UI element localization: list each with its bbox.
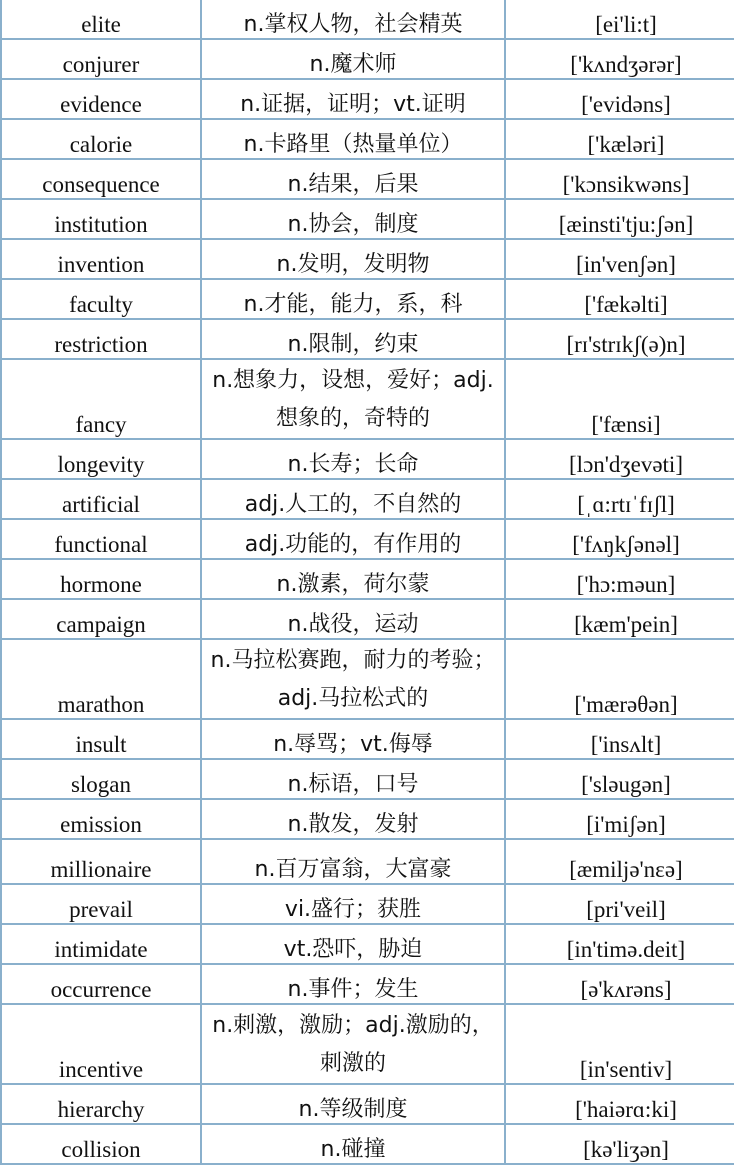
table-row bbox=[1, 884, 734, 924]
word-cell: incentive bbox=[1, 1004, 201, 1084]
word-cell: functional bbox=[1, 519, 201, 559]
definition-cell: n.想象力，设想，爱好；adj.想象的，奇特的 bbox=[201, 359, 505, 439]
table-row bbox=[1, 799, 734, 839]
phonetic-cell: ['fænsi] bbox=[505, 359, 734, 439]
table-row bbox=[1, 159, 734, 199]
definition-cell: n.散发，发射 bbox=[201, 799, 505, 839]
word-cell: invention bbox=[1, 239, 201, 279]
definition-cell: vi.盛行；获胜 bbox=[201, 884, 505, 924]
definition-cell: n.限制，约束 bbox=[201, 319, 505, 359]
phonetic-cell: ['kɔnsikwəns] bbox=[505, 159, 734, 199]
word-cell: conjurer bbox=[1, 39, 201, 79]
table-row bbox=[1, 639, 734, 719]
phonetic-cell: [lɔn'dʒevəti] bbox=[505, 439, 734, 479]
definition-cell: n.卡路里（热量单位） bbox=[201, 119, 505, 159]
word-cell: elite bbox=[1, 0, 201, 39]
definition-cell: n.刺激，激励；adj.激励的，刺激的 bbox=[201, 1004, 505, 1084]
phonetic-cell: [in'venʃən] bbox=[505, 239, 734, 279]
word-cell: faculty bbox=[1, 279, 201, 319]
word-cell: consequence bbox=[1, 159, 201, 199]
phonetic-cell: ['kæləri] bbox=[505, 119, 734, 159]
word-cell: campaign bbox=[1, 599, 201, 639]
phonetic-cell: [in'timə.deit] bbox=[505, 924, 734, 964]
phonetic-cell: ['fækəlti] bbox=[505, 279, 734, 319]
word-cell: hormone bbox=[1, 559, 201, 599]
definition-cell: n.辱骂；vt.侮辱 bbox=[201, 719, 505, 759]
table-row bbox=[1, 39, 734, 79]
phonetic-cell: [in'sentiv] bbox=[505, 1004, 734, 1084]
word-cell: hierarchy bbox=[1, 1084, 201, 1124]
word-cell: occurrence bbox=[1, 964, 201, 1004]
phonetic-cell: ['insʌlt] bbox=[505, 719, 734, 759]
definition-cell: n.百万富翁，大富豪 bbox=[201, 839, 505, 884]
word-cell: prevail bbox=[1, 884, 201, 924]
table-row bbox=[1, 239, 734, 279]
definition-cell: n.标语，口号 bbox=[201, 759, 505, 799]
phonetic-cell: [rɪ'strɪkʃ(ə)n] bbox=[505, 319, 734, 359]
definition-cell: n.才能，能力，系，科 bbox=[201, 279, 505, 319]
word-cell: emission bbox=[1, 799, 201, 839]
definition-cell: n.战役，运动 bbox=[201, 599, 505, 639]
definition-cell: adj.人工的，不自然的 bbox=[201, 479, 505, 519]
word-cell: intimidate bbox=[1, 924, 201, 964]
definition-cell: n.等级制度 bbox=[201, 1084, 505, 1124]
phonetic-cell: [i'miʃən] bbox=[505, 799, 734, 839]
definition-cell: n.长寿；长命 bbox=[201, 439, 505, 479]
table-row bbox=[1, 559, 734, 599]
table-row bbox=[1, 964, 734, 1004]
table-row bbox=[1, 199, 734, 239]
table-row bbox=[1, 479, 734, 519]
definition-cell: n.马拉松赛跑，耐力的考验；adj.马拉松式的 bbox=[201, 639, 505, 719]
word-cell: calorie bbox=[1, 119, 201, 159]
word-cell: marathon bbox=[1, 639, 201, 719]
word-cell: slogan bbox=[1, 759, 201, 799]
word-cell: institution bbox=[1, 199, 201, 239]
table-row bbox=[1, 599, 734, 639]
definition-cell: adj.功能的，有作用的 bbox=[201, 519, 505, 559]
definition-cell: vt.恐吓，胁迫 bbox=[201, 924, 505, 964]
phonetic-cell: [ə'kʌrəns] bbox=[505, 964, 734, 1004]
word-cell: collision bbox=[1, 1124, 201, 1164]
phonetic-cell: [kə'liʒən] bbox=[505, 1124, 734, 1164]
phonetic-cell: ['kʌndʒərər] bbox=[505, 39, 734, 79]
phonetic-cell: [æmiljə'nɛə] bbox=[505, 839, 734, 884]
table-row bbox=[1, 719, 734, 759]
definition-cell: n.发明，发明物 bbox=[201, 239, 505, 279]
definition-cell: n.激素，荷尔蒙 bbox=[201, 559, 505, 599]
table-row bbox=[1, 359, 734, 439]
phonetic-cell: [pri'veil] bbox=[505, 884, 734, 924]
table-row bbox=[1, 839, 734, 884]
phonetic-cell: [ei'li:t] bbox=[505, 0, 734, 39]
table-row bbox=[1, 79, 734, 119]
phonetic-cell: ['sləugən] bbox=[505, 759, 734, 799]
definition-cell: n.证据，证明；vt.证明 bbox=[201, 79, 505, 119]
definition-cell: n.碰撞 bbox=[201, 1124, 505, 1164]
phonetic-cell: ['haiərɑ:ki] bbox=[505, 1084, 734, 1124]
definition-cell: n.协会，制度 bbox=[201, 199, 505, 239]
table-row bbox=[1, 519, 734, 559]
word-cell: evidence bbox=[1, 79, 201, 119]
table-row bbox=[1, 279, 734, 319]
word-cell: insult bbox=[1, 719, 201, 759]
table-row bbox=[1, 439, 734, 479]
table-row bbox=[1, 1124, 734, 1164]
phonetic-cell: [æinsti'tju:ʃən] bbox=[505, 199, 734, 239]
definition-cell: n.结果，后果 bbox=[201, 159, 505, 199]
definition-cell: n.事件；发生 bbox=[201, 964, 505, 1004]
phonetic-cell: ['hɔ:məun] bbox=[505, 559, 734, 599]
phonetic-cell: [ˌɑ:rtɪˈfɪʃl] bbox=[505, 479, 734, 519]
phonetic-cell: [kæm'pein] bbox=[505, 599, 734, 639]
table-row bbox=[1, 1084, 734, 1124]
table-row bbox=[1, 319, 734, 359]
table-row bbox=[1, 119, 734, 159]
table-row bbox=[1, 1004, 734, 1084]
word-cell: longevity bbox=[1, 439, 201, 479]
table-row bbox=[1, 0, 734, 39]
word-cell: millionaire bbox=[1, 839, 201, 884]
word-cell: artificial bbox=[1, 479, 201, 519]
table-row bbox=[1, 924, 734, 964]
phonetic-cell: ['fʌŋkʃənəl] bbox=[505, 519, 734, 559]
table-row bbox=[1, 759, 734, 799]
phonetic-cell: ['mærəθən] bbox=[505, 639, 734, 719]
word-cell: restriction bbox=[1, 319, 201, 359]
word-cell: fancy bbox=[1, 359, 201, 439]
phonetic-cell: ['evidəns] bbox=[505, 79, 734, 119]
definition-cell: n.魔术师 bbox=[201, 39, 505, 79]
definition-cell: n.掌权人物，社会精英 bbox=[201, 0, 505, 39]
